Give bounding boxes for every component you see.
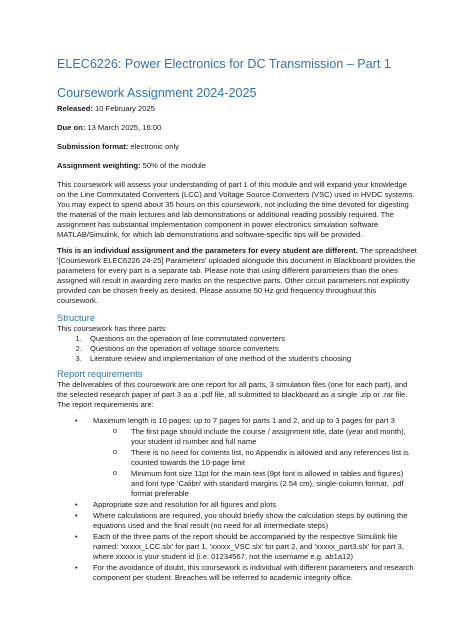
individual-paragraph (57, 246, 417, 306)
meta-value: 50% of the module (140, 161, 206, 170)
meta-label: Due on: (57, 123, 86, 132)
list-item: • Where calculations are required, you should briefly show the calculation steps by outlining the equations used and the final result (no need for all intermediate steps) (93, 511, 417, 531)
list-item: • For the avoidance of doubt, this coursework is individual with different parameters and research component per student. Breaches will be referred to academic integrity office. (93, 563, 417, 583)
due-date (57, 123, 417, 133)
individual-emphasis: This is an individual assignment and the parameters for every student are different. (57, 246, 358, 255)
release-date (57, 104, 417, 114)
structure-lead: This coursework has three parts: (57, 324, 168, 333)
list-item (93, 416, 417, 499)
meta-label: Assignment weighting: (57, 161, 141, 170)
structure-heading: Structure (57, 312, 96, 323)
sub-list-item: o Minimum font size 11pt for the main text (9pt font is allowed in tables and figures) and font type 'Calibri' with standard margins (2.54 cm), single-column format, .pdf format preferable (131, 469, 417, 499)
individual-text: The spreadsheet '[Coursework ELEC6226 24-25] Parameters' uploaded alongside this document in Blackboard provides the parameters for every part is a separate tab. Please note that using different parameters than the ones assigned will result in awarding zero marks on the respective parts. Other circuit parameters not explicitly provided can be chosen freely as desired. Please assume 50 Hz grid frequency throughout this coursework. (57, 246, 417, 305)
structure-item: 3. Literature review and implementation of one method of the student's choosing (84, 354, 417, 364)
meta-value: 10 February 2025 (92, 104, 155, 113)
structure-item: 2. Questions on the operation of voltage source converters (84, 344, 417, 354)
submission-format (57, 142, 417, 152)
assignment-weighting (57, 161, 417, 171)
list-item: • Appropriate size and resolution for all figures and plots (93, 500, 417, 510)
structure-list (57, 334, 417, 364)
intro-paragraph: This coursework will assess your understanding of part 1 of this module and will expand your knowledge on the Line Commutated Converters (LCC) and Voltage Source Converters (VSC) used in HVDC systems. You may expect to spend about 35 hours on this coursework, not including the time devoted for digesting the material of the main lectures and lab demonstrations or additional reading possibly required. The assignment has substantial implementation component in power electronics simulation software MATLAB/Simulink, for which lab demonstrations and software-specific tips will be provided. (57, 180, 415, 239)
structure-item: 1. Questions on the operation of line commutated converters (84, 334, 417, 344)
list-item-text: Maximum length is 10 pages: up to 7 pages for parts 1 and 2, and up to 3 pages for part 3 (93, 416, 395, 425)
report-heading: Report requirements (57, 368, 143, 379)
report-intro: The deliverables of this coursework are one report for all parts, 3 simulation files (one for each part), and the selected research paper of part 3 as a .pdf file, all submitted to blackboard as a single .zip or .rar file. The report requirements are: (57, 380, 408, 409)
document-subtitle: Coursework Assignment 2024-2025 (57, 86, 257, 100)
meta-label: Released: (57, 104, 93, 113)
sub-list-item: o There is no need for contents list, no Appendix is allowed and any references list is counted towards the 10-page limit (131, 448, 417, 468)
meta-value: 13 March 2025, 16:00 (85, 123, 162, 132)
meta-label: Submission format: (57, 142, 129, 151)
meta-value: electronic only (128, 142, 179, 151)
sub-list-item: o The first page should include the course / assignment title, date (year and month), your student id number and full name (131, 427, 417, 447)
list-item: • Each of the three parts of the report should be accompanied by the respective Simulink file named: 'xxxxx_LCC.slx' for part 1, 'xxxxx_VSC.slx' for part 2, and 'xxxxx_part3.slx' for part 3, where xxxxx is your student id (i.e. 01234567, not the username e.g. ab1a12) (93, 532, 417, 562)
document-title: ELEC6226: Power Electronics for DC Transmission – Part 1 (57, 57, 391, 71)
length-sub-list (93, 427, 417, 499)
report-requirements-list (57, 416, 417, 583)
